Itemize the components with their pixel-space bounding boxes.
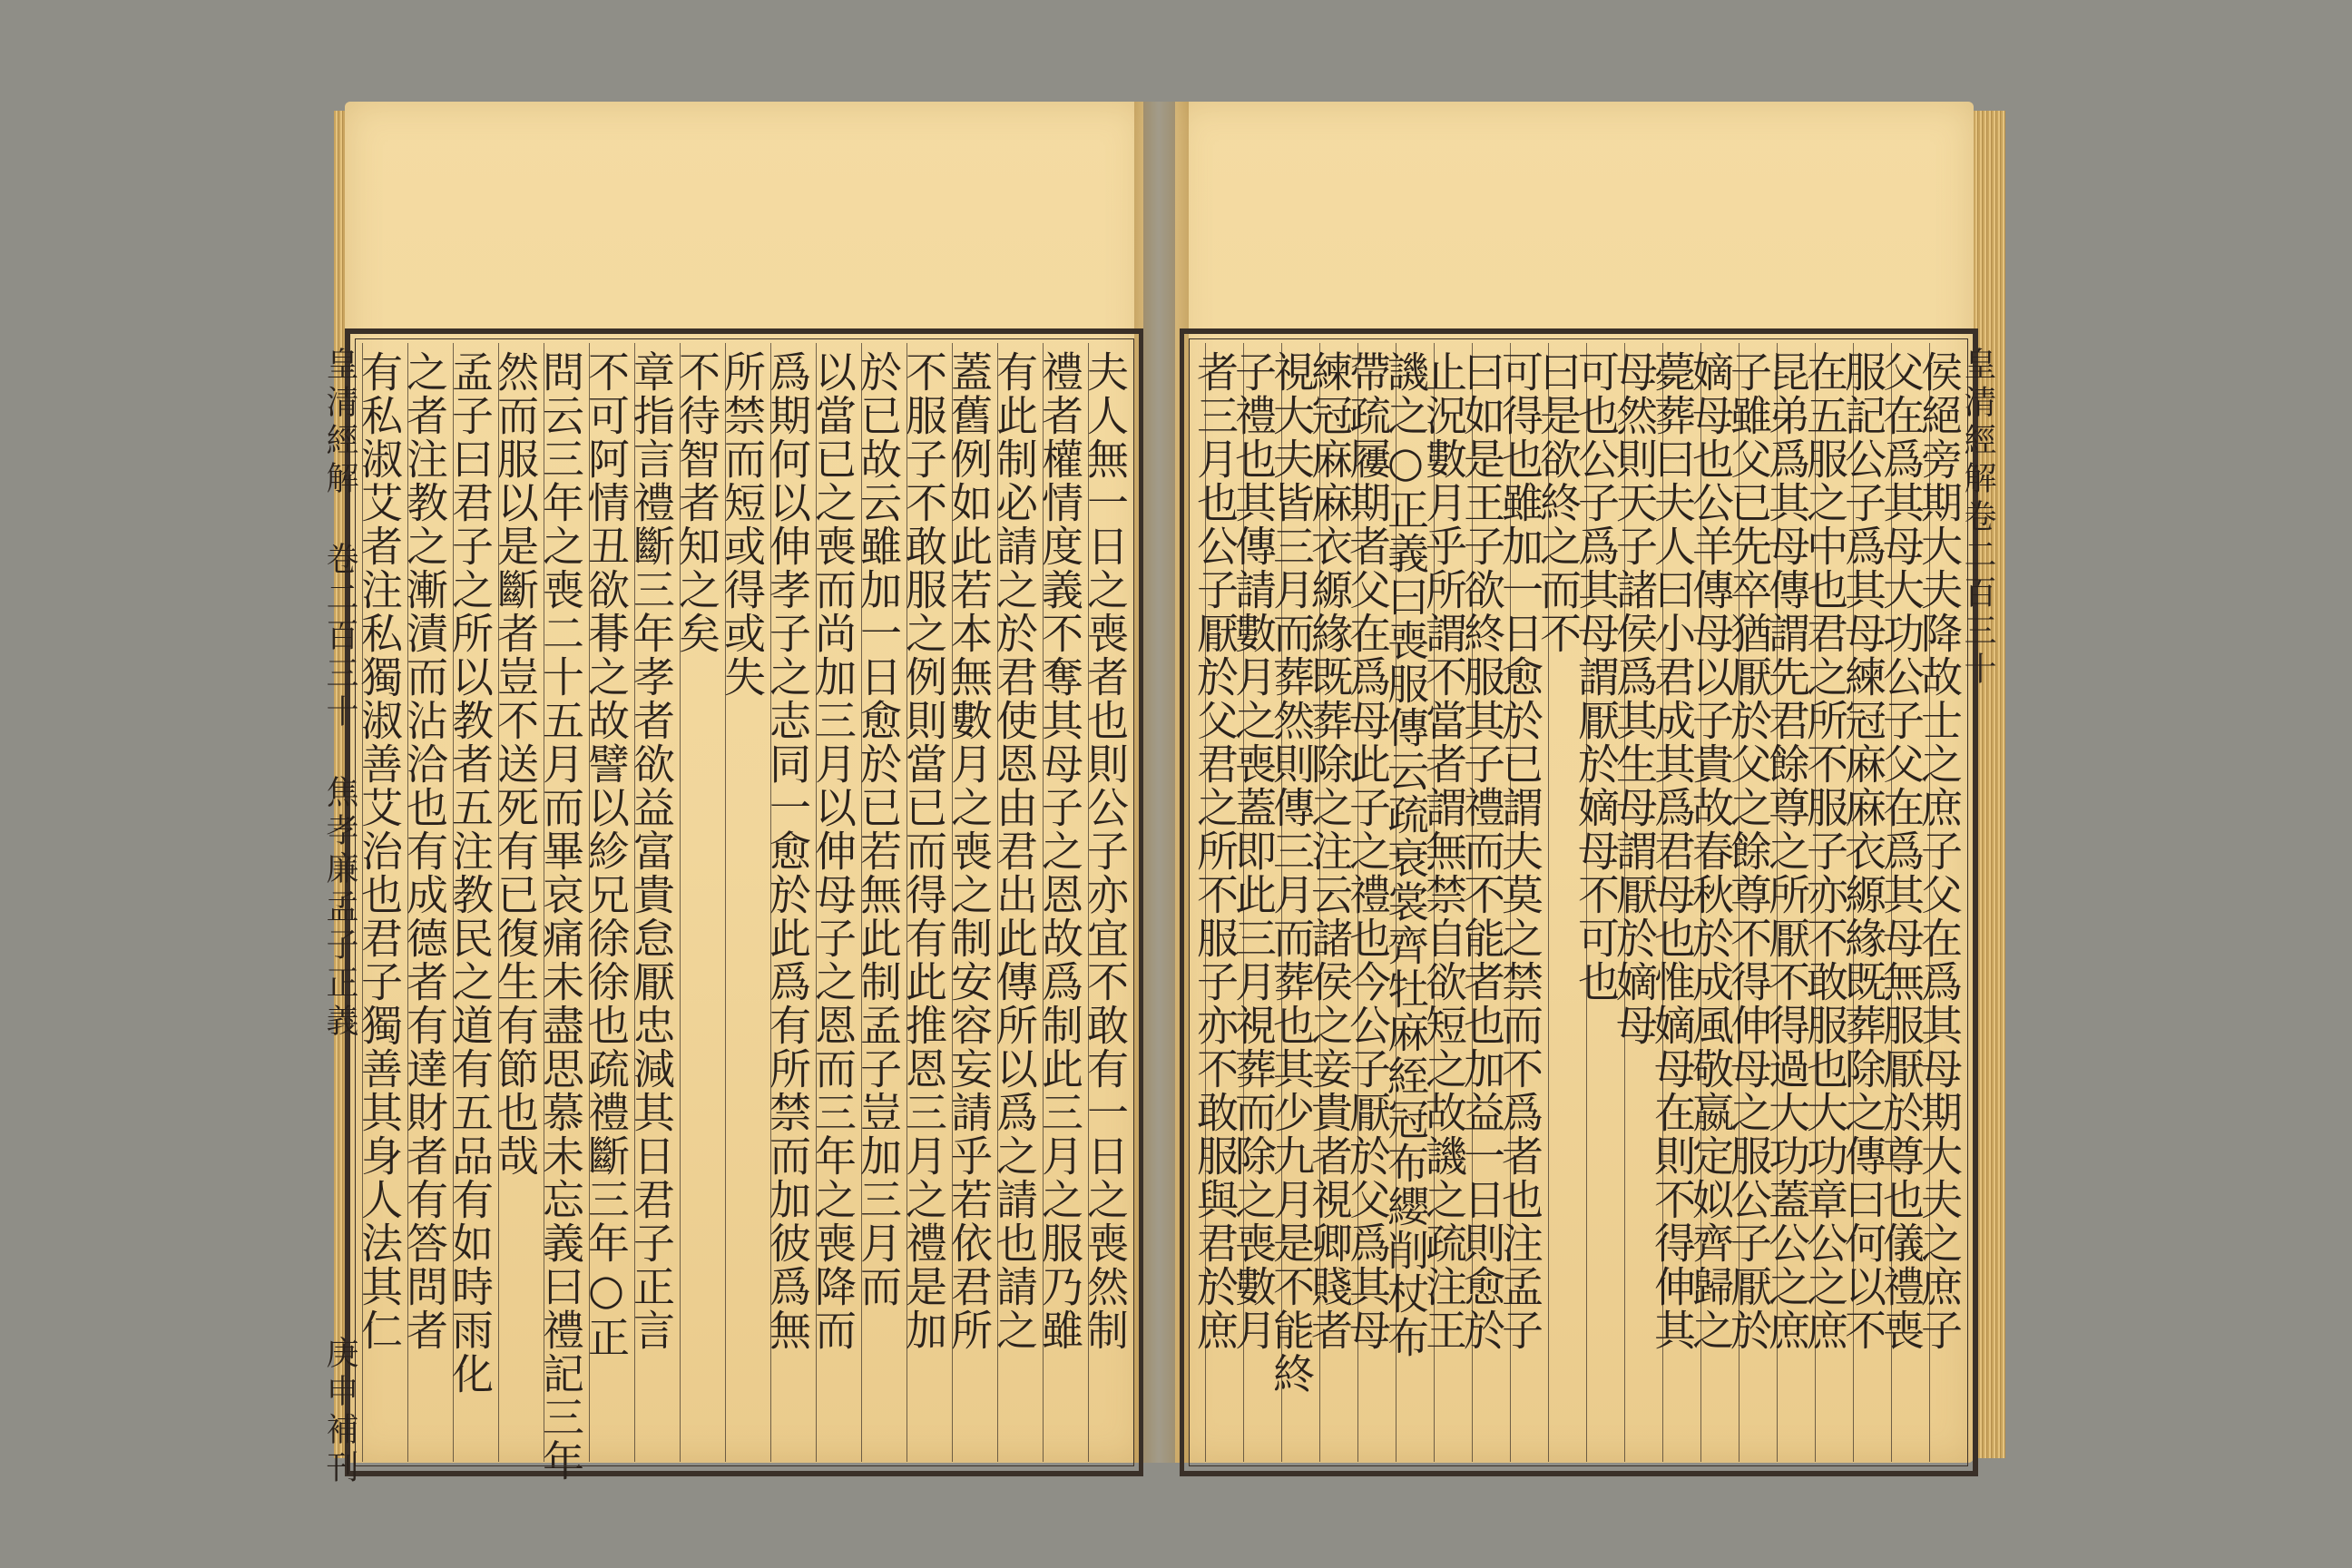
- right-page-text-column: 練冠麻麻衣縓緣既葬除之注云諸侯之妾貴者視卿賤者: [1319, 343, 1357, 1462]
- right-page-text-column: 薨葬曰夫人曰小君成其爲君母也惟嫡母在則不得伸其: [1662, 343, 1700, 1462]
- right-page-text-column: 可也公子爲其母謂厭於嫡母不可也: [1586, 343, 1624, 1462]
- left-page-text-column: 夫人無一日之喪者也則公子亦宜不敢有一日之喪然制: [1088, 343, 1133, 1462]
- right-page-text-column: 母然則天子諸侯爲其生母謂厭於嫡母: [1624, 343, 1662, 1462]
- left-page-text-column: 問云三年之喪二十五月而畢哀痛未盡思慕未忘義曰禮記三年: [544, 343, 589, 1462]
- right-page-text-column: 嫡母也公羊傳母以子貴故春秋於成風敬嬴定姒齊歸之: [1700, 343, 1739, 1462]
- right-page-text-column: 曰如是王子欲終服其子禮而不能者也加益一日則愈於: [1472, 343, 1510, 1462]
- right-page-text-column: 昆弟爲其母傳謂先君餘尊之所厭不得過大功蓋公之庶: [1777, 343, 1815, 1462]
- left-page-text-column: 蓋舊例如此若本無數月之喪之制安容妄請乎若依君所: [952, 343, 997, 1462]
- left-page-text-column: 章指言禮斷三年孝者欲益富貴怠厭忠減其日君子正言: [634, 343, 680, 1462]
- left-page-text-column: 不可阿情丑欲朞之故譬以紾兄徐徐也疏禮斷三年○正: [589, 343, 634, 1462]
- right-page-text-column: 父在爲其母大功公子父在爲其母無服厭於尊也儀禮喪: [1891, 343, 1929, 1462]
- right-page-text-column: 曰是欲終之而不: [1548, 343, 1586, 1462]
- open-book: [321, 83, 2005, 1504]
- left-text-frame: [345, 328, 1143, 1483]
- right-page-text-column: 侯絕旁期大夫降故士之庶子父在爲其母期大夫之庶子: [1929, 343, 1967, 1462]
- left-page-text-column: 爲期何以伸孝子之志同一愈於此爲有所禁而加彼爲無: [770, 343, 816, 1462]
- right-margin-title: 皇清經解卷二百三十: [1959, 347, 1996, 690]
- right-page-text-column: 視大夫皆三月而葬然則傳三月而葬也其少九月是不能終: [1281, 343, 1319, 1462]
- left-page-text-column: 之者注教之漸漬而沾洽也有成德者有達財者有答問者: [407, 343, 453, 1462]
- left-page-text-column: 不服子不敢服之例則當已而得有此推恩三月之禮是加: [906, 343, 952, 1462]
- right-page-text-column: 子禮也其傳請數月之喪蓋即此三月視葬而除之喪數月: [1243, 343, 1281, 1462]
- left-page-text-column: 不待智者知之矣: [680, 343, 725, 1462]
- left-margin-footer: 庚申補刊: [321, 1336, 358, 1488]
- right-page-text-column: 者三月也公子厭於父君之所不服子亦不敢服與君於庶: [1205, 343, 1243, 1462]
- right-page-text-column: 服記公子爲其母練冠麻麻衣縓緣既葬除之傳曰何以不: [1853, 343, 1891, 1462]
- right-page-text-column: 譏之○正義曰喪服傳云疏衰裳齊牡麻絰冠布纓削杖布: [1396, 343, 1434, 1462]
- left-page-text-column: 以當已之喪而尚加三月以伸母子之恩而三年之喪降而: [816, 343, 861, 1462]
- left-page-text-column: 有此制必請之於君使恩由君出此傳所以爲之請也請之: [997, 343, 1043, 1462]
- right-page-text-column: 止況數月乎所謂不當者謂無禁自欲短之故譏之疏注王: [1434, 343, 1472, 1462]
- left-page-text-column: 有私淑艾者注私獨淑善艾治也君子獨善其身人法其仁: [362, 343, 407, 1462]
- left-page-text-column: 於已故云雖加一日愈於已若無此制孟子豈加三月而: [861, 343, 906, 1462]
- left-margin-title: 皇清經解 卷二百三十 焦孝廉孟子正義: [321, 347, 358, 1042]
- right-page-text-column: 在五服之中也君之所不服子亦不敢服也大功章公之庶: [1815, 343, 1853, 1462]
- right-text-frame: [1180, 328, 1978, 1476]
- left-page-text-column: 所禁而短或得或失: [725, 343, 770, 1462]
- right-page-text-column: 子雖父已先卒猶厭於父之餘尊不得伸母之服公子厭於: [1739, 343, 1777, 1462]
- left-page-text-column: 孟子曰君子之所以教者五注教民之道有五品有如時雨化: [453, 343, 498, 1462]
- left-page-text-column: 禮者權情度義不奪其母子之恩故爲制此三月之服乃雖: [1043, 343, 1088, 1462]
- right-page-text-column: 可得也雖加一日愈於已謂夫莫之禁而不爲者也注孟子: [1510, 343, 1548, 1462]
- left-page-text-column: 然而服以是斷者豈不送死有已復生有節也哉: [498, 343, 544, 1462]
- right-page-text-column: 帶疏屨期者父在爲母此子之禮也今公子厭於父爲其母: [1357, 343, 1396, 1462]
